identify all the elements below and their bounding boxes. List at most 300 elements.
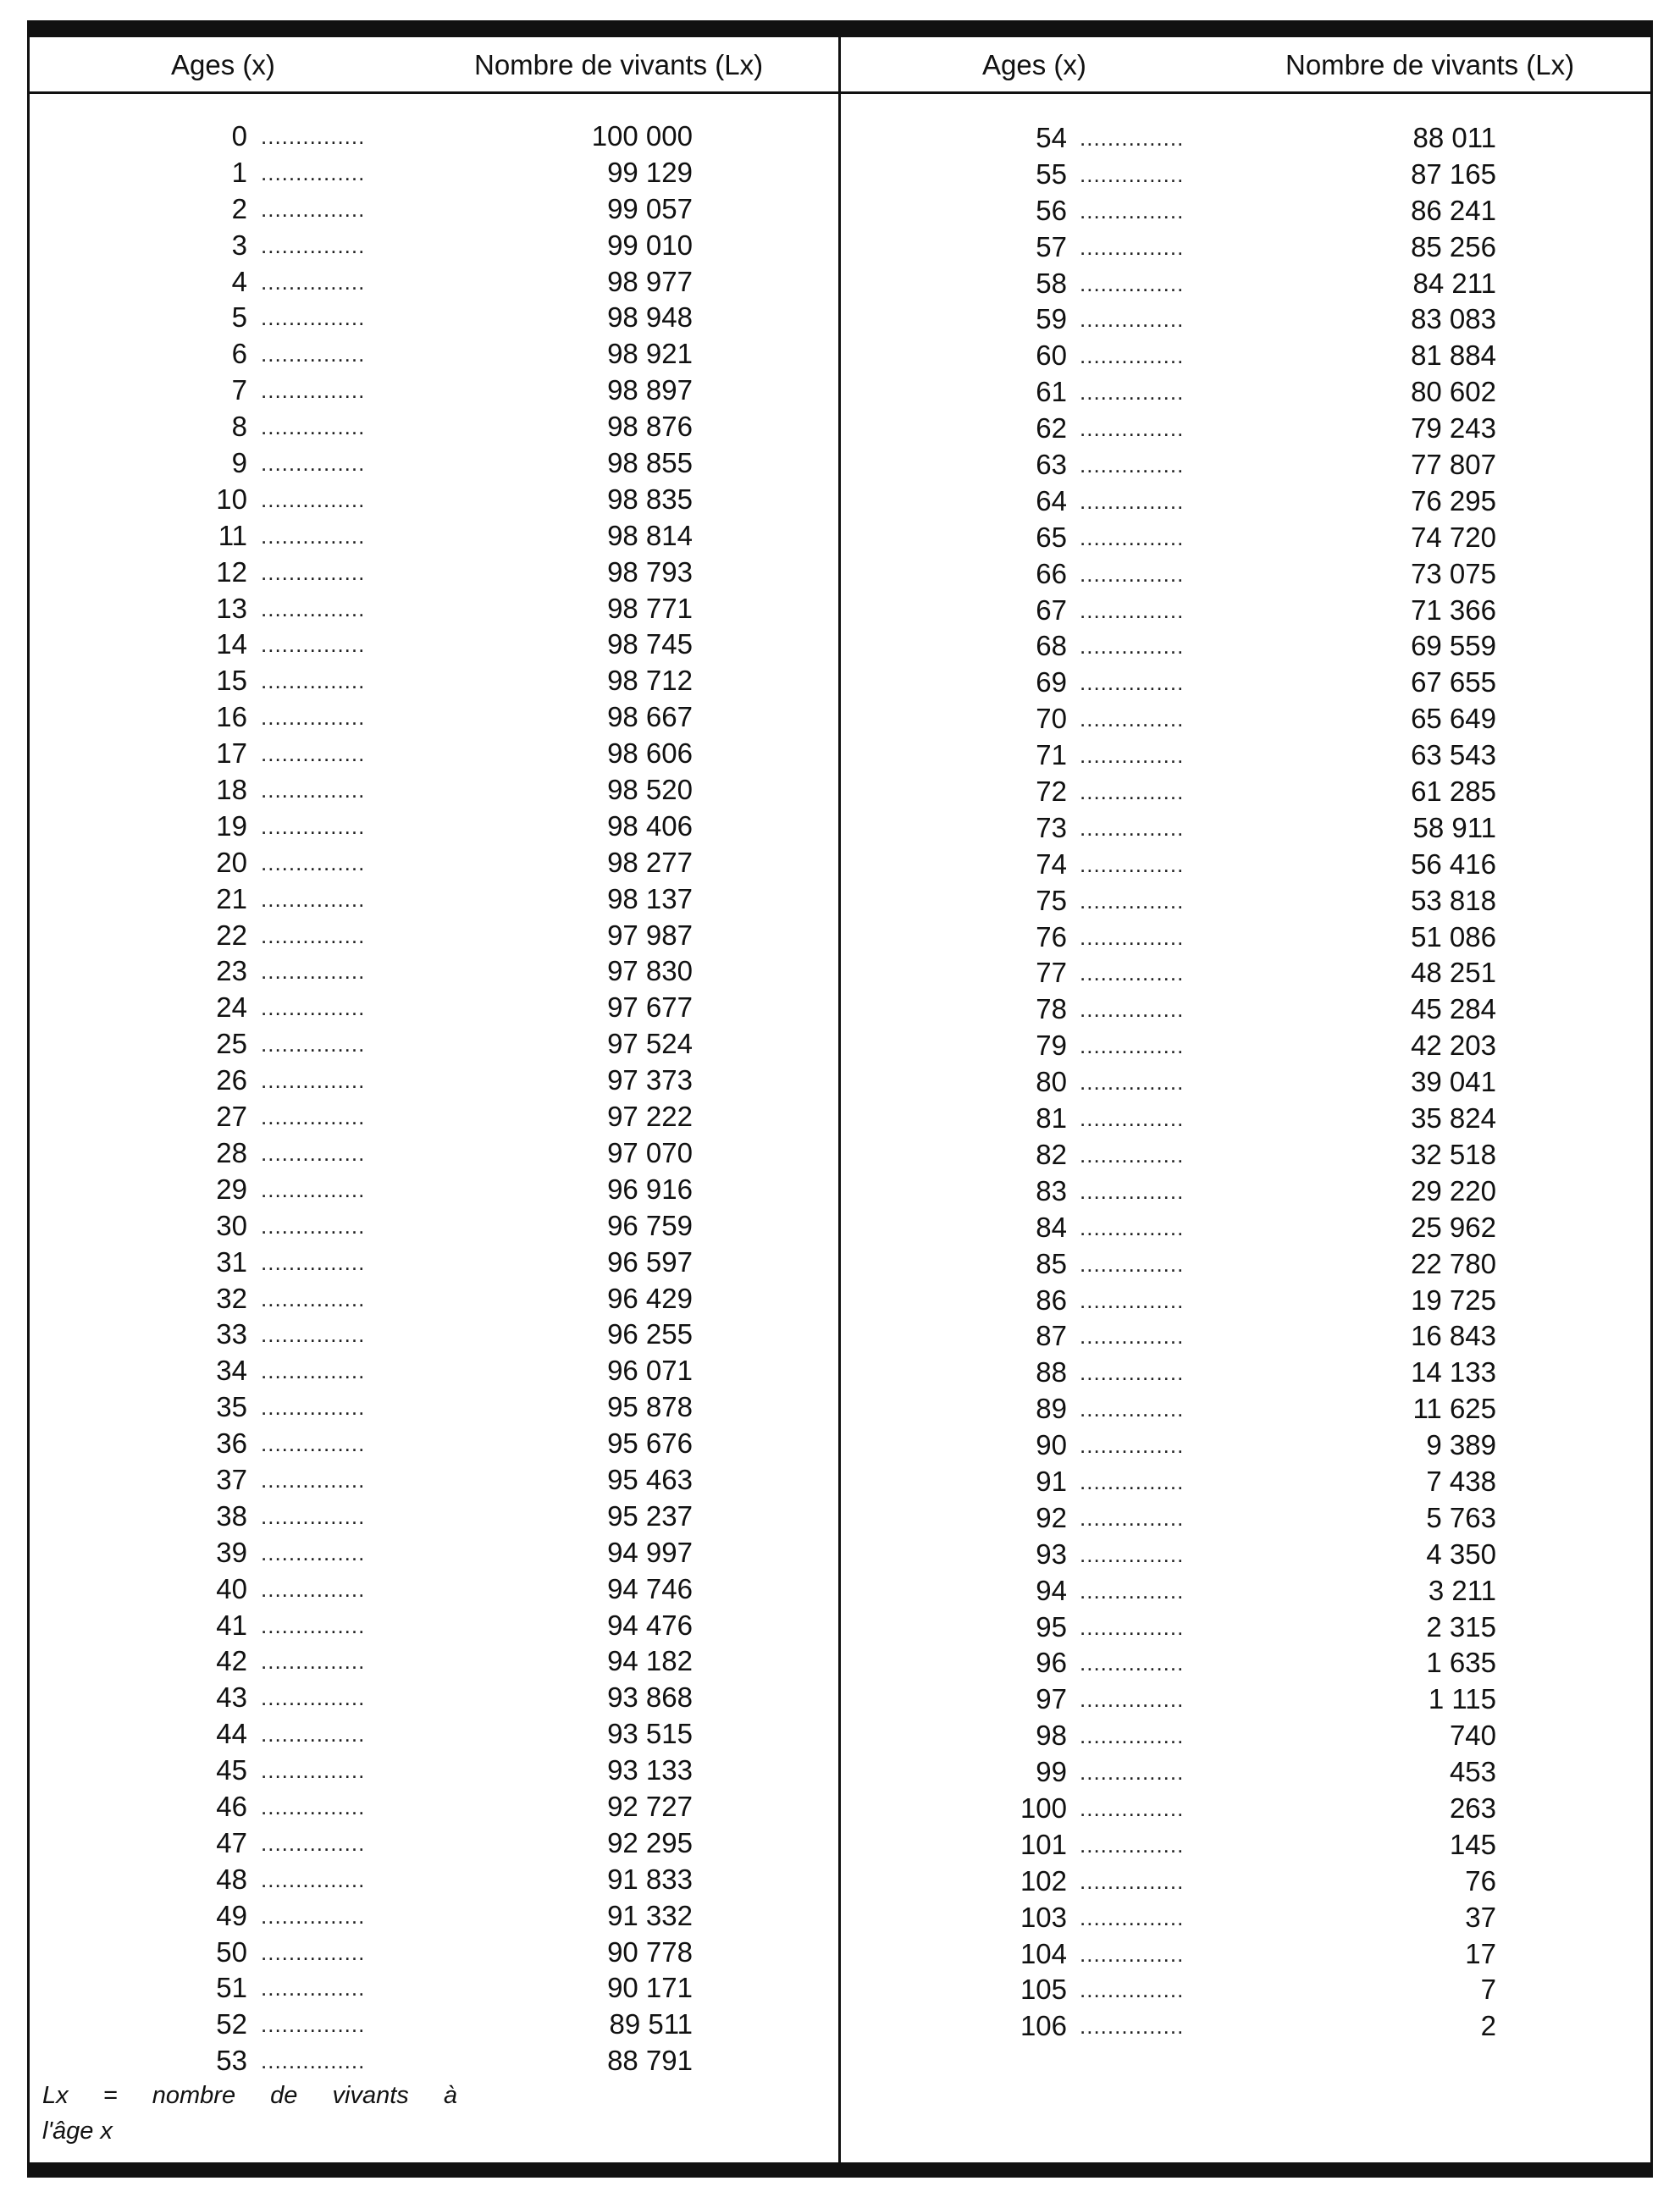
lx-value: 25 962	[1411, 1211, 1496, 1243]
dot-leader: ...............	[261, 777, 366, 803]
age-value: 8	[231, 411, 247, 443]
age-value: 59	[1036, 303, 1067, 335]
dot-leader: ...............	[1080, 379, 1185, 406]
lx-value: 71 366	[1411, 594, 1496, 626]
table-row	[841, 1718, 1650, 1754]
dot-leader: ...............	[1080, 1468, 1185, 1494]
age-value: 64	[1036, 484, 1067, 516]
table-row	[841, 1464, 1650, 1500]
dot-leader: ...............	[1080, 1577, 1185, 1604]
dot-leader: ...............	[261, 1031, 366, 1057]
age-value: 21	[216, 882, 247, 914]
table-row	[841, 1210, 1650, 1246]
age-value: 7	[231, 374, 247, 406]
lx-value: 99 057	[607, 192, 693, 224]
age-value: 87	[1036, 1320, 1067, 1352]
table-row	[27, 1970, 838, 2007]
dot-leader: ...............	[1080, 960, 1185, 986]
lx-value: 96 255	[607, 1318, 693, 1350]
age-value: 38	[216, 1499, 247, 1532]
header-ages-left: Ages (x)	[171, 49, 275, 80]
age-value: 84	[1036, 1211, 1067, 1243]
age-value: 24	[216, 991, 247, 1024]
age-value: 23	[216, 955, 247, 987]
dot-leader: ...............	[1080, 1178, 1185, 1204]
table-row	[27, 191, 838, 228]
lx-value: 98 667	[607, 701, 693, 733]
table-row	[27, 336, 838, 373]
table-row	[841, 1246, 1650, 1283]
age-value: 29	[216, 1173, 247, 1205]
age-value: 62	[1036, 412, 1067, 444]
header-lx-right: Nombre de vivants (Lx)	[1285, 49, 1575, 80]
age-value: 44	[216, 1718, 247, 1750]
table-row	[841, 1427, 1650, 1464]
lx-value: 76	[1465, 1864, 1496, 1897]
lx-value: 96 916	[607, 1173, 693, 1205]
table-row	[841, 1827, 1650, 1863]
lx-value: 92 295	[607, 1826, 693, 1858]
lx-value: 92 727	[607, 1790, 693, 1822]
table-row	[841, 120, 1650, 157]
lx-value: 63 543	[1411, 739, 1496, 771]
dot-leader: ...............	[261, 632, 366, 658]
table-row	[841, 883, 1650, 919]
lx-value: 98 814	[607, 519, 693, 551]
lx-value: 145	[1449, 1828, 1496, 1860]
lx-value: 37	[1465, 1901, 1496, 1933]
dot-leader: ...............	[261, 522, 366, 549]
lx-value: 98 771	[607, 592, 693, 624]
age-value: 49	[216, 1899, 247, 1931]
lx-value: 29 220	[1411, 1174, 1496, 1206]
table-row	[841, 1028, 1650, 1064]
dot-leader: ...............	[261, 995, 366, 1021]
table-row	[27, 881, 838, 918]
table-row	[27, 1825, 838, 1862]
lx-value: 98 835	[607, 483, 693, 515]
lx-value: 2	[1480, 2010, 1496, 2042]
lx-value: 95 676	[607, 1427, 693, 1460]
dot-leader: ...............	[261, 1394, 366, 1421]
dot-leader: ...............	[261, 1939, 366, 1965]
table-row	[841, 1972, 1650, 2008]
table-row	[841, 1137, 1650, 1173]
age-value: 92	[1036, 1501, 1067, 1533]
age-value: 54	[1036, 122, 1067, 153]
lx-value: 96 071	[607, 1355, 693, 1387]
footnote-line-1: Lx = nombre de vivants à	[42, 2082, 457, 2109]
table-row	[27, 1571, 838, 1608]
table-right-border	[1650, 20, 1653, 2178]
age-value: 22	[216, 919, 247, 951]
lx-value: 16 843	[1411, 1320, 1496, 1352]
age-value: 99	[1036, 1756, 1067, 1788]
age-value: 39	[216, 1536, 247, 1568]
age-value: 15	[216, 665, 247, 697]
age-value: 53	[216, 2045, 247, 2077]
dot-leader: ...............	[1080, 161, 1185, 187]
table-row	[841, 955, 1650, 991]
table-row	[27, 1172, 838, 1208]
table-row	[841, 1173, 1650, 1210]
table-row	[841, 1936, 1650, 1973]
dot-leader: ...............	[1080, 1614, 1185, 1640]
dot-leader: ...............	[1080, 1396, 1185, 1422]
lx-value: 35 824	[1411, 1102, 1496, 1135]
table-row	[27, 1862, 838, 1898]
dot-leader: ...............	[1080, 306, 1185, 333]
lx-value: 7 438	[1426, 1465, 1496, 1497]
age-value: 95	[1036, 1610, 1067, 1643]
age-value: 55	[1036, 157, 1067, 190]
age-value: 104	[1020, 1937, 1067, 1969]
table-row	[27, 809, 838, 845]
lx-value: 42 203	[1411, 1030, 1496, 1062]
table-row	[27, 1389, 838, 1426]
lx-value: 91 833	[607, 1863, 693, 1895]
age-value: 93	[1036, 1538, 1067, 1570]
table-row	[841, 157, 1650, 193]
dot-leader: ...............	[261, 741, 366, 767]
lx-value: 98 921	[607, 338, 693, 370]
table-row	[27, 918, 838, 954]
dot-leader: ...............	[261, 1212, 366, 1239]
age-value: 105	[1020, 1974, 1067, 2006]
age-value: 32	[216, 1282, 247, 1314]
age-value: 69	[1036, 666, 1067, 698]
dot-leader: ...............	[1080, 197, 1185, 224]
age-value: 0	[231, 120, 247, 152]
dot-leader: ...............	[261, 958, 366, 985]
dot-leader: ...............	[1080, 1977, 1185, 2003]
age-value: 82	[1036, 1138, 1067, 1170]
lx-value: 95 463	[607, 1463, 693, 1495]
dot-leader: ...............	[1080, 1541, 1185, 1567]
dot-leader: ...............	[261, 668, 366, 694]
table-row	[27, 1135, 838, 1172]
lx-value: 69 559	[1411, 630, 1496, 662]
table-row	[27, 119, 838, 155]
age-value: 80	[1036, 1066, 1067, 1098]
lx-value: 94 476	[607, 1609, 693, 1641]
age-value: 11	[218, 519, 247, 551]
table-row	[27, 155, 838, 191]
age-value: 94	[1036, 1574, 1067, 1606]
table-row	[27, 1499, 838, 1535]
dot-leader: ...............	[1080, 1106, 1185, 1132]
dot-leader: ...............	[1080, 924, 1185, 950]
age-value: 37	[216, 1463, 247, 1495]
age-value: 27	[216, 1101, 247, 1133]
lx-value: 3 211	[1428, 1574, 1496, 1606]
age-value: 36	[216, 1427, 247, 1460]
table-row	[841, 301, 1650, 338]
dot-leader: ...............	[261, 1975, 366, 2002]
lx-value: 45 284	[1411, 993, 1496, 1025]
lx-value: 56 416	[1411, 848, 1496, 880]
lx-value: 98 712	[607, 665, 693, 697]
lx-value: 61 285	[1411, 776, 1496, 808]
age-value: 97	[1036, 1683, 1067, 1715]
age-value: 34	[216, 1355, 247, 1387]
dot-leader: ...............	[1080, 743, 1185, 769]
table-row	[27, 228, 838, 264]
lx-value: 83 083	[1411, 303, 1496, 335]
age-value: 58	[1036, 267, 1067, 299]
age-value: 101	[1020, 1828, 1067, 1860]
table-row	[27, 1716, 838, 1753]
age-value: 57	[1036, 230, 1067, 262]
age-value: 100	[1020, 1792, 1067, 1824]
table-row	[27, 2007, 838, 2043]
lx-value: 9 389	[1426, 1429, 1496, 1461]
lx-value: 97 830	[607, 955, 693, 987]
lx-value: 67 655	[1411, 666, 1496, 698]
lx-value: 98 948	[607, 301, 693, 334]
dot-leader: ...............	[261, 1249, 366, 1275]
lx-value: 89 511	[609, 2008, 693, 2040]
table-row	[841, 520, 1650, 556]
table-row	[27, 953, 838, 990]
age-value: 61	[1036, 376, 1067, 408]
lx-value: 99 010	[607, 229, 693, 261]
age-value: 47	[216, 1826, 247, 1858]
age-value: 6	[231, 338, 247, 370]
dot-leader: ...............	[1080, 416, 1185, 442]
dot-leader: ...............	[261, 1685, 366, 1711]
dot-leader: ...............	[1080, 779, 1185, 805]
age-value: 30	[216, 1209, 247, 1241]
dot-leader: ...............	[1080, 633, 1185, 660]
lx-value: 91 332	[607, 1899, 693, 1931]
table-row	[841, 266, 1650, 302]
dot-leader: ...............	[1080, 597, 1185, 623]
dot-leader: ...............	[1080, 1214, 1185, 1240]
table-row	[27, 591, 838, 627]
dot-leader: ...............	[261, 1466, 366, 1493]
header-lx-left: Nombre de vivants (Lx)	[474, 49, 764, 80]
table-row	[841, 1355, 1650, 1391]
dot-leader: ...............	[1080, 670, 1185, 696]
age-value: 48	[216, 1863, 247, 1895]
lx-value: 263	[1449, 1792, 1496, 1824]
dot-leader: ...............	[1080, 1723, 1185, 1749]
lx-value: 97 222	[607, 1101, 693, 1133]
age-value: 98	[1036, 1720, 1067, 1752]
table-row	[27, 1753, 838, 1789]
dot-leader: ...............	[261, 1576, 366, 1602]
age-value: 12	[216, 555, 247, 588]
table-row	[841, 1101, 1650, 1137]
table-row	[27, 845, 838, 881]
dot-leader: ...............	[261, 1902, 366, 1929]
lx-value: 11 625	[1412, 1393, 1496, 1425]
age-value: 68	[1036, 630, 1067, 662]
age-value: 106	[1020, 2010, 1067, 2042]
dot-leader: ...............	[261, 1648, 366, 1675]
table-row	[27, 1462, 838, 1499]
dot-leader: ...............	[1080, 1505, 1185, 1531]
table-row	[841, 447, 1650, 483]
dot-leader: ...............	[261, 1176, 366, 1202]
lx-value: 1 115	[1428, 1683, 1496, 1715]
lx-value: 85 256	[1411, 230, 1496, 262]
age-value: 35	[216, 1391, 247, 1423]
dot-leader: ...............	[261, 196, 366, 222]
lx-value: 76 295	[1411, 484, 1496, 516]
lx-value: 74 720	[1411, 521, 1496, 553]
table-row	[27, 1643, 838, 1680]
table-row	[27, 409, 838, 445]
table-row	[27, 1281, 838, 1317]
dot-leader: ...............	[1080, 1868, 1185, 1894]
age-value: 41	[216, 1609, 247, 1641]
dot-leader: ...............	[1080, 1941, 1185, 1967]
table-row	[841, 919, 1650, 956]
dot-leader: ...............	[1080, 1904, 1185, 1930]
lx-value: 14 133	[1411, 1356, 1496, 1389]
table-row	[841, 1537, 1650, 1573]
dot-leader: ...............	[261, 341, 366, 367]
age-value: 91	[1036, 1465, 1067, 1497]
header-ages-right: Ages (x)	[982, 49, 1086, 80]
age-value: 14	[216, 628, 247, 660]
age-value: 81	[1036, 1102, 1067, 1135]
lx-value: 94 746	[607, 1572, 693, 1604]
table-row	[27, 1245, 838, 1281]
dot-leader: ...............	[1080, 2013, 1185, 2040]
age-value: 13	[216, 592, 247, 624]
table-row	[841, 628, 1650, 665]
age-value: 56	[1036, 194, 1067, 226]
lx-value: 53 818	[1411, 884, 1496, 916]
age-value: 16	[216, 701, 247, 733]
dot-leader: ...............	[1080, 997, 1185, 1023]
age-value: 66	[1036, 557, 1067, 589]
age-value: 52	[216, 2008, 247, 2040]
lx-value: 4 350	[1426, 1538, 1496, 1570]
table-row	[841, 737, 1650, 774]
dot-leader: ...............	[261, 704, 366, 731]
dot-leader: ...............	[261, 232, 366, 258]
lx-value: 48 251	[1411, 957, 1496, 989]
lx-value: 453	[1449, 1756, 1496, 1788]
age-value: 17	[216, 737, 247, 770]
lx-value: 77 807	[1411, 449, 1496, 481]
lx-value: 98 855	[607, 447, 693, 479]
table-row	[27, 1317, 838, 1353]
lx-value: 58 911	[1412, 811, 1496, 843]
table-row	[27, 1426, 838, 1462]
age-value: 86	[1036, 1284, 1067, 1316]
lx-value: 90 171	[607, 1972, 693, 2004]
dot-leader: ...............	[261, 1539, 366, 1565]
dot-leader: ...............	[261, 414, 366, 440]
table-row	[841, 1573, 1650, 1609]
table-row	[27, 482, 838, 518]
table-row	[27, 1026, 838, 1063]
age-value: 26	[216, 1064, 247, 1096]
footnote-line-2: l'âge x	[42, 2117, 113, 2145]
age-value: 5	[231, 301, 247, 334]
dot-leader: ...............	[1080, 1795, 1185, 1821]
dot-leader: ...............	[1080, 1831, 1185, 1858]
lx-value: 39 041	[1411, 1066, 1496, 1098]
lx-value: 98 406	[607, 809, 693, 842]
lx-value: 96 597	[607, 1245, 693, 1278]
table-row	[27, 663, 838, 699]
dot-leader: ...............	[261, 159, 366, 185]
table-row	[841, 411, 1650, 447]
lx-value: 2 315	[1426, 1610, 1496, 1643]
table-row	[27, 1353, 838, 1389]
dot-leader: ...............	[261, 1104, 366, 1130]
lx-value: 96 429	[607, 1282, 693, 1314]
age-value: 70	[1036, 703, 1067, 735]
lx-value: 98 137	[607, 882, 693, 914]
dot-leader: ...............	[1080, 706, 1185, 732]
lx-value: 88 791	[607, 2045, 693, 2077]
dot-leader: ...............	[261, 849, 366, 875]
table-row	[27, 1063, 838, 1099]
lx-value: 65 649	[1411, 703, 1496, 735]
age-value: 31	[216, 1245, 247, 1278]
table-row	[841, 701, 1650, 737]
table-row	[841, 774, 1650, 810]
table-row	[841, 1391, 1650, 1427]
lx-value: 32 518	[1411, 1138, 1496, 1170]
table-row	[27, 1535, 838, 1571]
table-row	[27, 373, 838, 409]
lx-value: 740	[1449, 1720, 1496, 1752]
table-bottom-rule	[27, 2162, 1653, 2178]
age-value: 83	[1036, 1174, 1067, 1206]
lx-value: 98 897	[607, 374, 693, 406]
lx-value: 97 373	[607, 1064, 693, 1096]
dot-leader: ...............	[1080, 524, 1185, 550]
table-row	[27, 300, 838, 336]
dot-leader: ...............	[1080, 1069, 1185, 1096]
table-row	[841, 1064, 1650, 1101]
dot-leader: ...............	[1080, 125, 1185, 151]
age-value: 45	[216, 1754, 247, 1786]
age-value: 90	[1036, 1429, 1067, 1461]
lx-value: 97 070	[607, 1136, 693, 1168]
table-row	[841, 2008, 1650, 2045]
table-row	[27, 2043, 838, 2079]
dot-leader: ...............	[261, 2048, 366, 2074]
age-value: 43	[216, 1681, 247, 1714]
table-row	[27, 627, 838, 663]
dot-leader: ...............	[261, 2012, 366, 2038]
age-value: 50	[216, 1935, 247, 1968]
age-value: 19	[216, 809, 247, 842]
table-row	[841, 665, 1650, 701]
lx-value: 98 977	[607, 265, 693, 297]
age-value: 73	[1036, 811, 1067, 843]
dot-leader: ...............	[1080, 1433, 1185, 1459]
dot-leader: ...............	[261, 268, 366, 295]
lx-value: 98 520	[607, 774, 693, 806]
dot-leader: ...............	[1080, 814, 1185, 841]
lx-value: 5 763	[1426, 1501, 1496, 1533]
age-value: 72	[1036, 776, 1067, 808]
age-value: 60	[1036, 340, 1067, 372]
age-value: 79	[1036, 1030, 1067, 1062]
dot-leader: ...............	[261, 1758, 366, 1784]
table-row	[841, 1754, 1650, 1791]
